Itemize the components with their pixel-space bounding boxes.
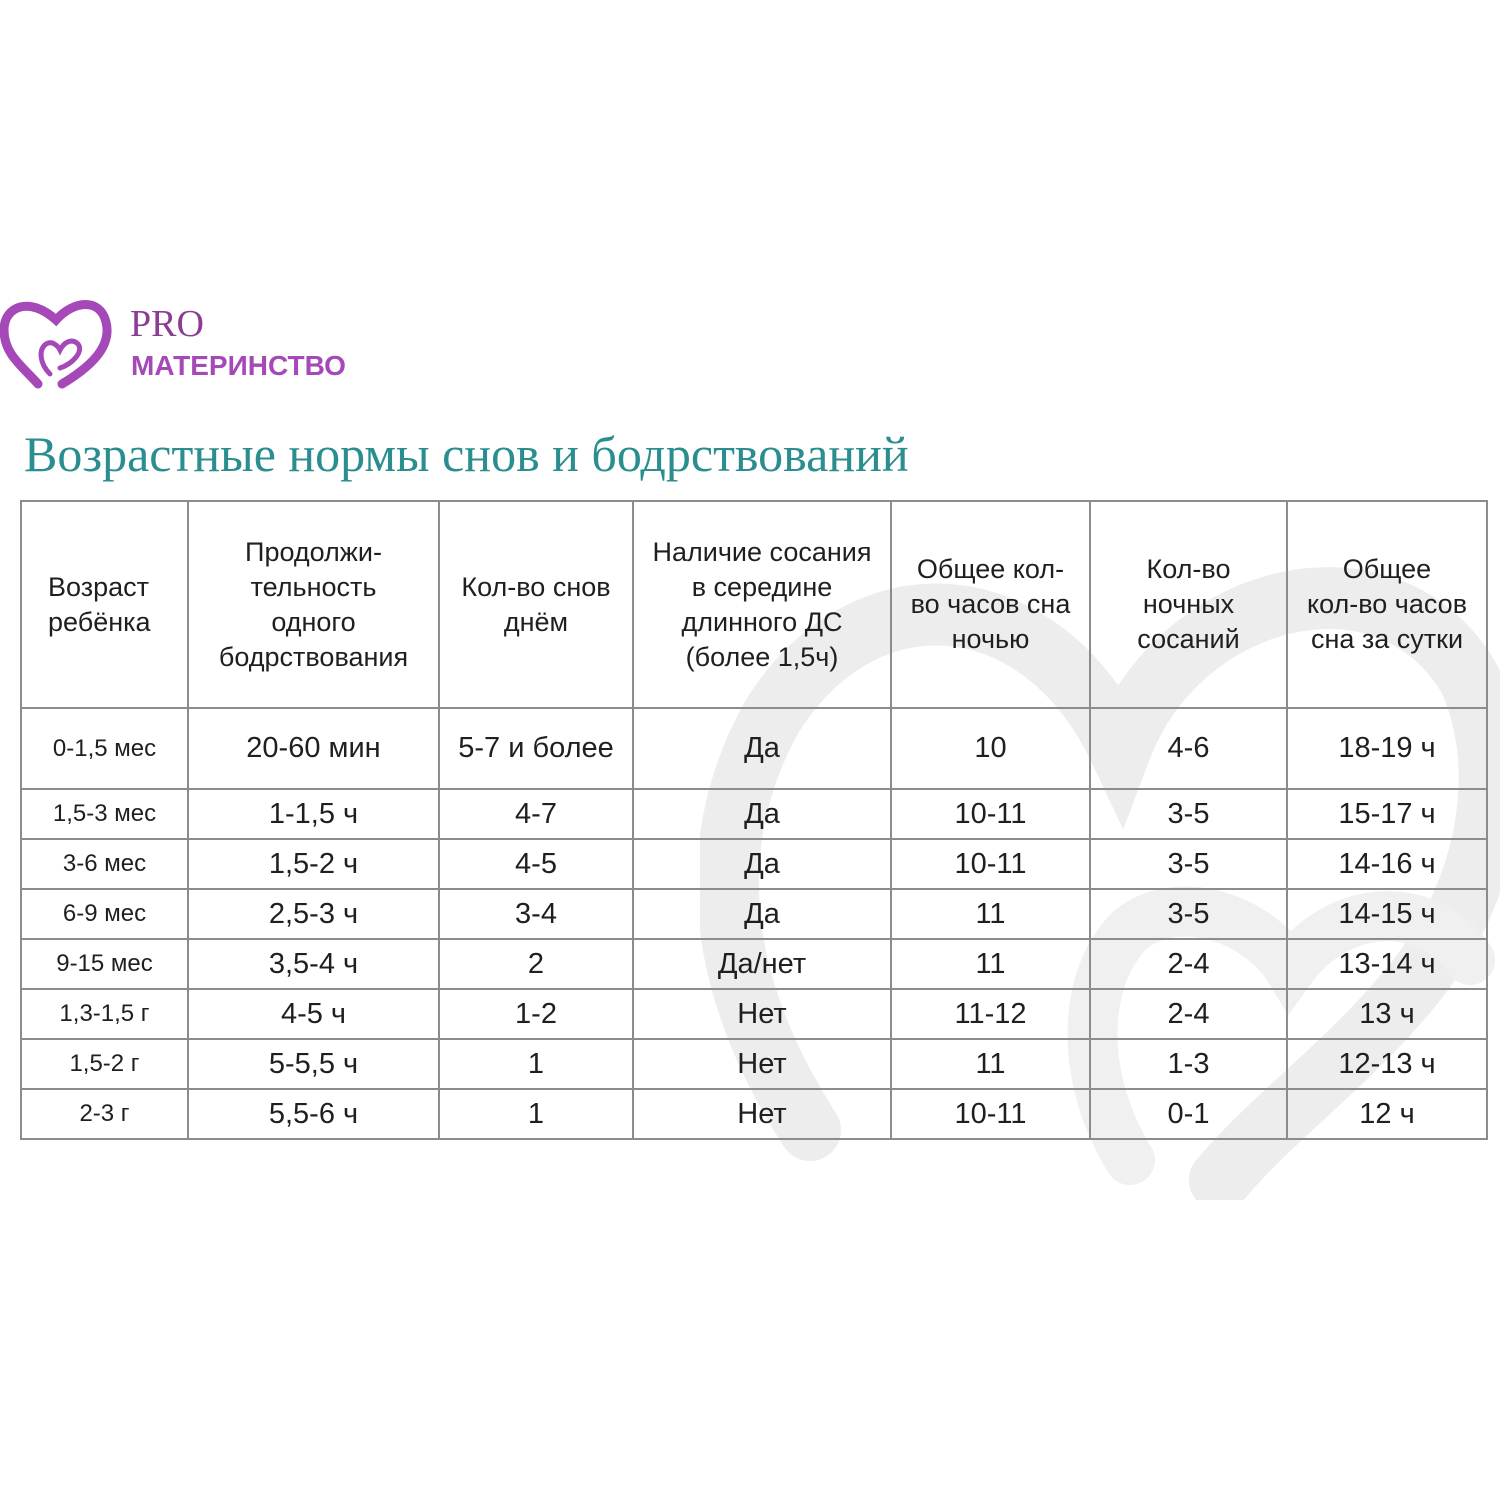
cell-total-sleep: 12-13 ч: [1287, 1039, 1487, 1089]
cell-day-naps: 4-5: [439, 839, 633, 889]
cell-age: 9-15 мес: [21, 939, 188, 989]
cell-night-feedings: 2-4: [1090, 939, 1287, 989]
cell-age: 1,3-1,5 г: [21, 989, 188, 1039]
cell-day-naps: 5-7 и более: [439, 708, 633, 789]
brand-logo: [0, 292, 400, 392]
cell-night-feedings: 0-1: [1090, 1089, 1287, 1139]
table-row: [21, 1039, 1487, 1089]
cell-night-sleep: 11-12: [891, 989, 1090, 1039]
cell-wake-duration: 3,5-4 ч: [188, 939, 439, 989]
cell-wake-duration: 2,5-3 ч: [188, 889, 439, 939]
table-row: [21, 839, 1487, 889]
cell-total-sleep: 18-19 ч: [1287, 708, 1487, 789]
header-age: Возраст ребёнка: [21, 501, 188, 708]
header-wake-duration: Продолжи- тельность одного бодрствования: [188, 501, 439, 708]
heart-logo-icon: [0, 292, 112, 392]
sleep-norms-table: [20, 500, 1488, 1140]
cell-wake-duration: 20-60 мин: [188, 708, 439, 789]
cell-day-naps: 4-7: [439, 789, 633, 839]
brand-pro: PRO: [130, 303, 204, 345]
header-night-sleep: Общее кол- во часов сна ночью: [891, 501, 1090, 708]
cell-age: 1,5-2 г: [21, 1039, 188, 1089]
cell-day-naps: 1: [439, 1039, 633, 1089]
cell-day-naps: 1: [439, 1089, 633, 1139]
cell-nap-feeding: Да: [633, 839, 891, 889]
cell-age: 6-9 мес: [21, 889, 188, 939]
cell-night-sleep: 11: [891, 889, 1090, 939]
table-row: [21, 989, 1487, 1039]
cell-total-sleep: 14-15 ч: [1287, 889, 1487, 939]
brand-name: МАТЕРИНСТВО: [131, 350, 346, 381]
cell-nap-feeding: Нет: [633, 1039, 891, 1089]
cell-day-naps: 3-4: [439, 889, 633, 939]
cell-wake-duration: 5-5,5 ч: [188, 1039, 439, 1089]
table-row: [21, 789, 1487, 839]
cell-night-sleep: 10-11: [891, 839, 1090, 889]
table-row: [21, 889, 1487, 939]
table-row: [21, 708, 1487, 789]
cell-total-sleep: 13-14 ч: [1287, 939, 1487, 989]
cell-wake-duration: 4-5 ч: [188, 989, 439, 1039]
cell-night-sleep: 11: [891, 939, 1090, 989]
cell-wake-duration: 1-1,5 ч: [188, 789, 439, 839]
cell-night-feedings: 3-5: [1090, 839, 1287, 889]
header-total-sleep: Общее кол-во часов сна за сутки: [1287, 501, 1487, 708]
cell-night-feedings: 3-5: [1090, 889, 1287, 939]
cell-age: 2-3 г: [21, 1089, 188, 1139]
cell-day-naps: 2: [439, 939, 633, 989]
header-night-feedings: Кол-во ночных сосаний: [1090, 501, 1287, 708]
cell-total-sleep: 15-17 ч: [1287, 789, 1487, 839]
cell-total-sleep: 12 ч: [1287, 1089, 1487, 1139]
cell-night-sleep: 11: [891, 1039, 1090, 1089]
cell-age: 3-6 мес: [21, 839, 188, 889]
cell-nap-feeding: Да/нет: [633, 939, 891, 989]
cell-day-naps: 1-2: [439, 989, 633, 1039]
cell-wake-duration: 5,5-6 ч: [188, 1089, 439, 1139]
table-row: [21, 1089, 1487, 1139]
cell-total-sleep: 14-16 ч: [1287, 839, 1487, 889]
cell-nap-feeding: Да: [633, 708, 891, 789]
cell-nap-feeding: Нет: [633, 1089, 891, 1139]
header-nap-feeding: Наличие сосания в середине длинного ДС (более 1,5ч): [633, 501, 891, 708]
header-day-naps: Кол-во снов днём: [439, 501, 633, 708]
cell-night-sleep: 10-11: [891, 1089, 1090, 1139]
cell-wake-duration: 1,5-2 ч: [188, 839, 439, 889]
cell-night-feedings: 2-4: [1090, 989, 1287, 1039]
cell-night-feedings: 3-5: [1090, 789, 1287, 839]
table-header-row: [21, 501, 1487, 708]
table-row: [21, 939, 1487, 989]
cell-age: 0-1,5 мес: [21, 708, 188, 789]
cell-night-sleep: 10: [891, 708, 1090, 789]
cell-night-feedings: 4-6: [1090, 708, 1287, 789]
cell-nap-feeding: Да: [633, 889, 891, 939]
cell-night-feedings: 1-3: [1090, 1039, 1287, 1089]
cell-age: 1,5-3 мес: [21, 789, 188, 839]
cell-nap-feeding: Да: [633, 789, 891, 839]
cell-night-sleep: 10-11: [891, 789, 1090, 839]
page-title: Возрастные нормы снов и бодрствований: [24, 426, 909, 482]
cell-total-sleep: 13 ч: [1287, 989, 1487, 1039]
cell-nap-feeding: Нет: [633, 989, 891, 1039]
